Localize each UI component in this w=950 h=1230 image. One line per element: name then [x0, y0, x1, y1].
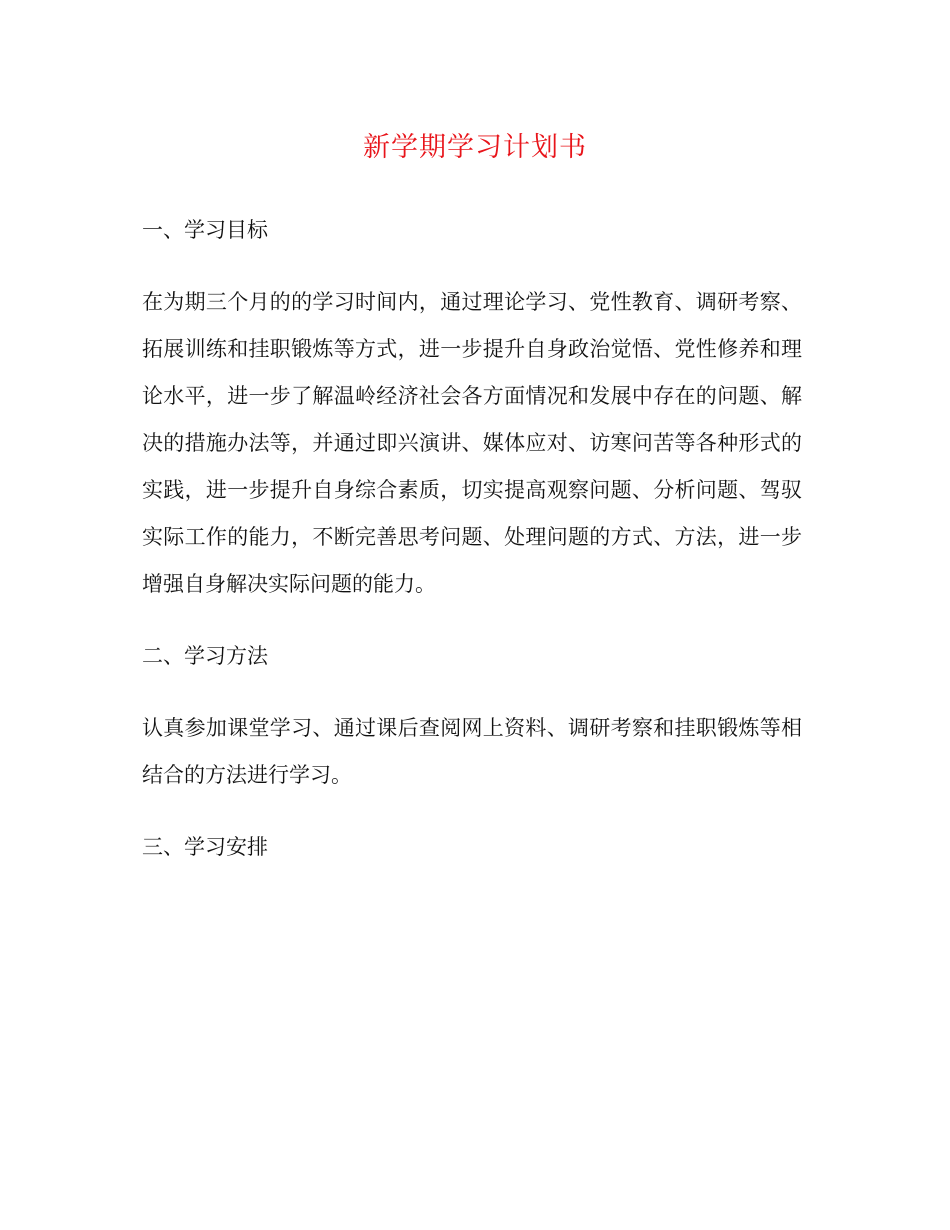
document-title: 新学期学习计划书 — [363, 132, 587, 163]
document-body — [142, 207, 802, 896]
section-paragraph-goals: 在为期三个月的的学习时间内，通过理论学习、党性教育、调研考察、拓展训练和挂职锻炼等方式，进一步提升自身政治觉悟、党性修养和理论水平，进一步了解温岭经济社会各方面情况和发展中存在的问题、解决的措施办法等，并通过即兴演讲、媒体应对、访寒问苦等各种形式的实践，进一步提升自身综合素质，切实提高观察问题、分析问题、驾驭实际工作的能力，不断完善思考问题、处理问题的方式、方法，进一步增强自身解决实际问题的能力。 — [142, 290, 802, 596]
section-paragraph-methods: 认真参加课堂学习、通过课后查阅网上资料、调研考察和挂职锻炼等相结合的方法进行学习。 — [142, 716, 802, 787]
section-heading-methods: 二、学习方法 — [142, 644, 268, 668]
section-heading-schedule: 三、学习安排 — [142, 835, 268, 859]
section-heading-goals: 一、学习目标 — [142, 218, 268, 242]
